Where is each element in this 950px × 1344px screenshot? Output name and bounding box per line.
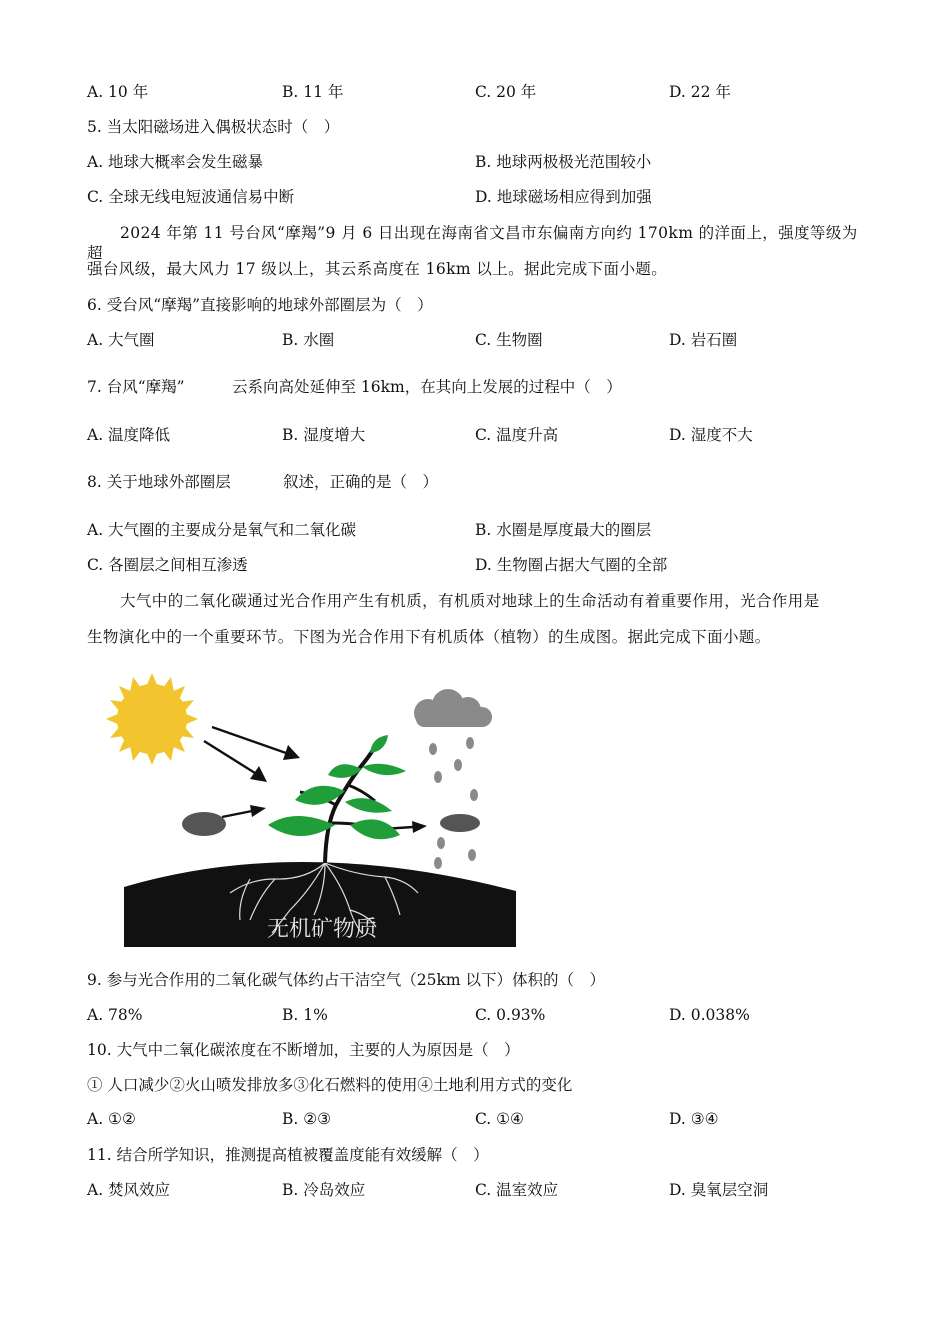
q5-option-a: A. 地球大概率会发生磁暴 (87, 153, 264, 171)
co2-oval-icon (182, 812, 226, 836)
typhoon-passage-line-1: 2024 年第 11 号台风“摩羯”9 月 6 日出现在海南省文昌市东偏南方向约 170km 的洋面上，强度等级为超 (87, 224, 858, 262)
q7-stem-part-2: 云系向高处延伸至 16km，在其向上发展的过程中（ ） (232, 378, 622, 396)
q8-option-b: B. 水圈是厚度最大的圈层 (475, 521, 652, 539)
q7-option-c: C. 温度升高 (475, 426, 559, 444)
q5-option-c: C. 全球无线电短波通信易中断 (87, 188, 295, 206)
q8-option-c: C. 各圈层之间相互渗透 (87, 556, 248, 574)
q9-option-b: B. 1% (282, 1006, 328, 1024)
co2-passage-line-1: 大气中的二氧化碳通过光合作用产生有机质，有机质对地球上的生命活动有着重要作用，光合作用是 (120, 592, 820, 610)
q7-option-b: B. 湿度增大 (282, 426, 366, 444)
q4-option-c: C. 20 年 (475, 83, 537, 101)
q10-choices: ① 人口减少②火山喷发排放多③化石燃料的使用④土地利用方式的变化 (87, 1076, 573, 1094)
q4-option-b: B. 11 年 (282, 83, 344, 101)
q8-stem-part-2: 叙述，正确的是（ ） (283, 473, 439, 491)
q7-option-d: D. 湿度不大 (669, 426, 753, 444)
q11-option-a: A. 焚风效应 (87, 1181, 171, 1199)
q5-option-d: D. 地球磁场相应得到加强 (475, 188, 652, 206)
q11-option-c: C. 温室效应 (475, 1181, 559, 1199)
photosynthesis-figure (100, 665, 516, 947)
ground-label: 无机矿物质 (267, 917, 378, 942)
q11-stem: 11. 结合所学知识，推测提高植被覆盖度能有效缓解（ ） (87, 1146, 489, 1164)
sun-icon (106, 673, 198, 765)
q5-stem: 5. 当太阳磁场进入偶极状态时（ ） (87, 118, 340, 136)
q6-option-a: A. 大气圈 (87, 331, 155, 349)
q10-option-b: B. ②③ (282, 1110, 332, 1128)
q6-option-c: C. 生物圈 (475, 331, 543, 349)
q9-option-d: D. 0.038% (669, 1006, 750, 1024)
q10-option-a: A. ①② (87, 1110, 136, 1128)
q9-stem: 9. 参与光合作用的二氧化碳气体约占干洁空气（25km 以下）体积的（ ） (87, 971, 605, 989)
q11-option-d: D. 臭氧层空洞 (669, 1181, 769, 1199)
q5-option-b: B. 地球两极极光范围较小 (475, 153, 652, 171)
q4-option-a: A. 10 年 (87, 83, 149, 101)
q9-option-a: A. 78% (87, 1006, 143, 1024)
q10-option-d: D. ③④ (669, 1110, 719, 1128)
q9-option-c: C. 0.93% (475, 1006, 546, 1024)
typhoon-passage-line-2: 强台风级，最大风力 17 级以上，其云系高度在 16km 以上。据此完成下面小题。 (87, 260, 668, 278)
q10-stem: 10. 大气中二氧化碳浓度在不断增加，主要的人为原因是（ ） (87, 1041, 520, 1059)
q6-option-b: B. 水圈 (282, 331, 335, 349)
q7-option-a: A. 温度降低 (87, 426, 171, 444)
o2-oval-icon (440, 814, 480, 832)
q7-stem-part-1: 7. 台风“摩羯” (87, 378, 185, 396)
q11-option-b: B. 冷岛效应 (282, 1181, 366, 1199)
q6-option-d: D. 岩石圈 (669, 331, 738, 349)
rain-cloud-icon (414, 689, 492, 869)
q6-stem: 6. 受台风“摩羯”直接影响的地球外部圈层为（ ） (87, 296, 433, 314)
q10-option-c: C. ①④ (475, 1110, 524, 1128)
q8-option-a: A. 大气圈的主要成分是氧气和二氧化碳 (87, 521, 357, 539)
q8-stem-part-1: 8. 关于地球外部圈层 (87, 473, 231, 491)
q8-option-d: D. 生物圈占据大气圈的全部 (475, 556, 668, 574)
arrow-icon (204, 727, 427, 833)
co2-passage-line-2: 生物演化中的一个重要环节。下图为光合作用下有机质体（植物）的生成图。据此完成下面小题。 (87, 628, 771, 646)
q4-option-d: D. 22 年 (669, 83, 731, 101)
